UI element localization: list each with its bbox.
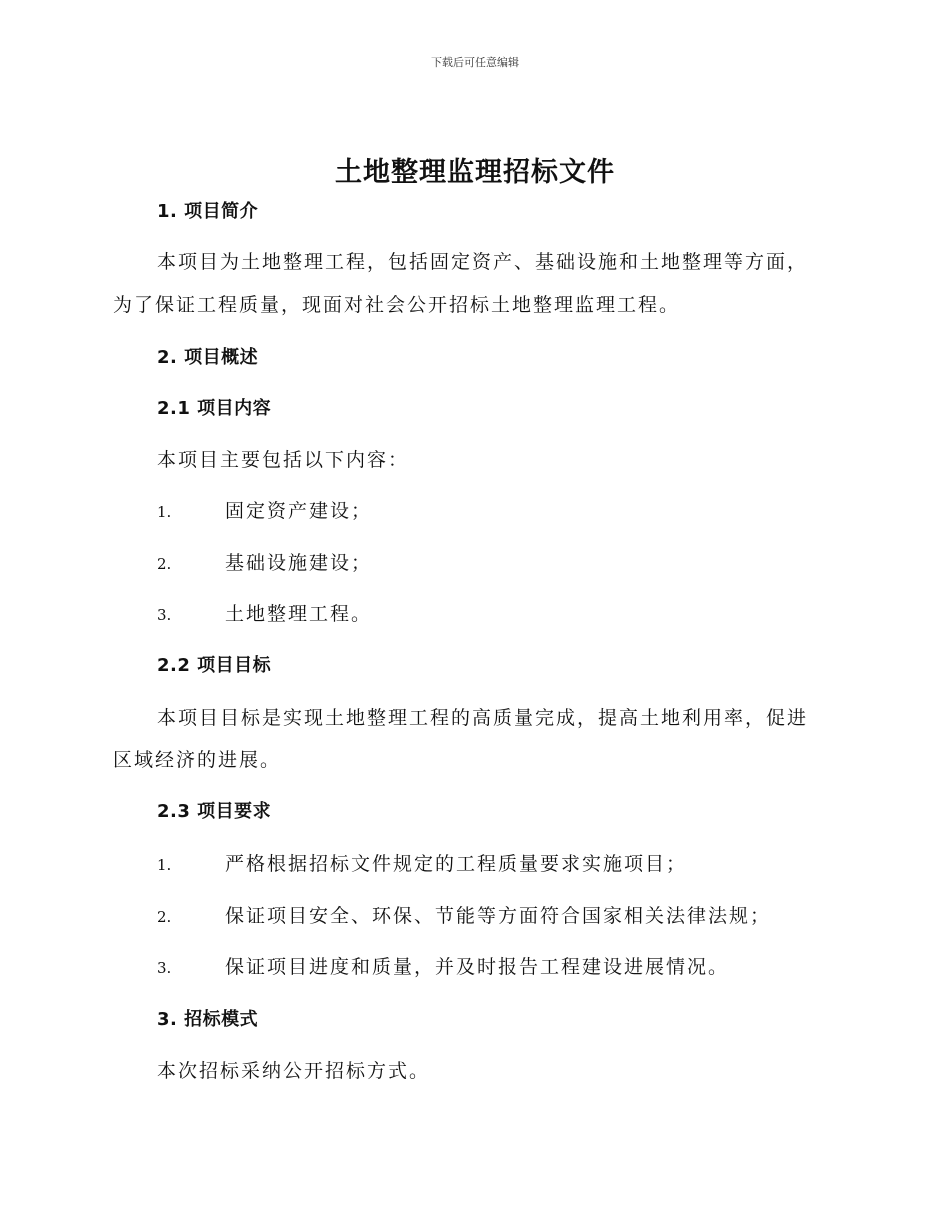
list-item-text: 土地整理工程。 [225, 603, 373, 625]
section-1-heading: 1. 项目简介 [157, 201, 259, 222]
list-item-number: 2. [157, 555, 172, 573]
section-2-1-heading: 2.1 项目内容 [157, 398, 272, 419]
list-item-number: 3. [157, 959, 172, 977]
list-item [157, 850, 687, 879]
list-item-text: 保证项目安全、环保、节能等方面符合国家相关法律法规； [225, 905, 772, 927]
document-title: 土地整理监理招标文件 [335, 157, 615, 188]
list-item [157, 497, 372, 526]
section-2-2-paragraph-line-2: 区域经济的进展。 [113, 749, 282, 771]
section-3-heading: 3. 招标模式 [157, 1009, 259, 1030]
section-2-1-intro: 本项目主要包括以下内容： [157, 449, 410, 471]
list-item-number: 2. [157, 908, 172, 926]
section-2-3-heading: 2.3 项目要求 [157, 801, 272, 822]
list-item [157, 953, 729, 982]
page-header-note: 下载后可任意编辑 [431, 56, 519, 69]
section-3-paragraph: 本次招标采纳公开招标方式。 [157, 1060, 431, 1082]
list-item-text: 严格根据招标文件规定的工程质量要求实施项目； [225, 853, 688, 875]
list-item-number: 3. [157, 606, 172, 624]
list-item-text: 基础设施建设； [225, 552, 373, 574]
list-item-text: 保证项目进度和质量，并及时报告工程建设进展情况。 [225, 956, 730, 978]
section-1-paragraph-line-1: 本项目为土地整理工程，包括固定资产、基础设施和土地整理等方面， [157, 251, 809, 273]
list-item-text: 固定资产建设； [225, 500, 373, 522]
list-item-number: 1. [157, 503, 172, 521]
section-2-2-paragraph-line-1: 本项目目标是实现土地整理工程的高质量完成，提高土地利用率，促进 [157, 707, 809, 729]
section-2-2-heading: 2.2 项目目标 [157, 655, 272, 676]
list-item [157, 549, 372, 578]
list-item [157, 600, 372, 629]
list-item-number: 1. [157, 856, 172, 874]
list-item [157, 902, 771, 931]
section-2-heading: 2. 项目概述 [157, 347, 259, 368]
section-1-paragraph-line-2: 为了保证工程质量，现面对社会公开招标土地整理监理工程。 [113, 294, 681, 316]
